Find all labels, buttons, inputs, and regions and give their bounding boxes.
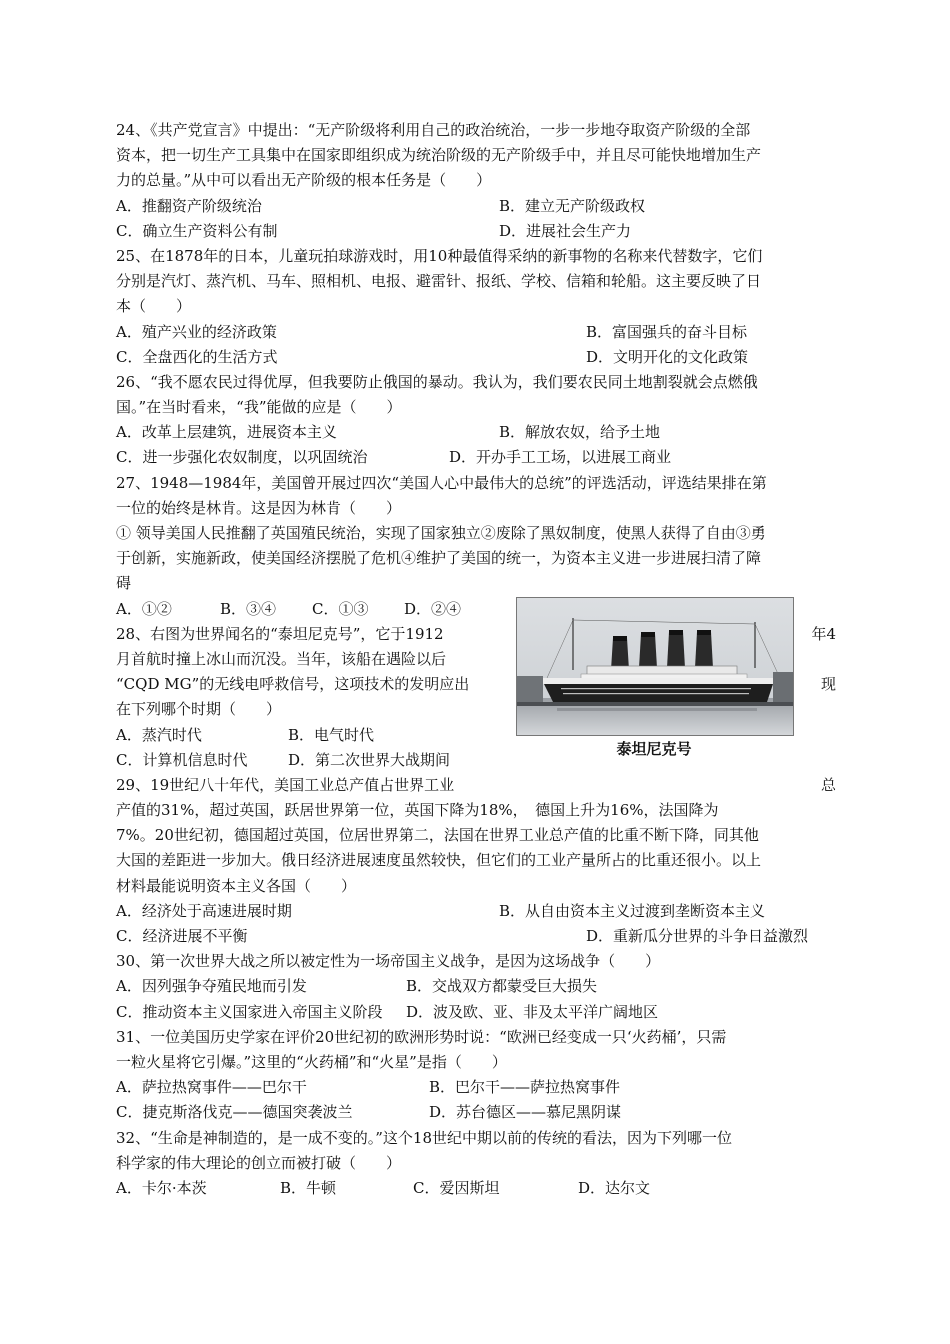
- q27-statements-line-1: ① 领导美国人民推翻了英国殖民统治，实现了国家独立②废除了黑奴制度，使黑人获得了自由③勇: [116, 524, 766, 542]
- titanic-photo: [516, 597, 794, 736]
- q29-stem-line-1: [116, 773, 836, 798]
- q24-option-b: B．建立无产阶级政权: [499, 196, 646, 215]
- q31-options-row-2: [116, 1100, 836, 1125]
- q25-option-b: B．富国强兵的奋斗目标: [586, 322, 748, 341]
- q25-options-row-2: [116, 345, 836, 370]
- q25-stem-line-2: 分别是汽灯、蒸汽机、马车、照相机、电报、避雷针、报纸、学校、信箱和轮船。这主要反映了日: [116, 272, 762, 291]
- q28-stem-line-4: 在下列哪个时期（ ）: [116, 700, 282, 719]
- q30-option-b: B．交战双方都蒙受巨大损失: [406, 977, 598, 996]
- q27-statements-line-3: 碍: [116, 574, 132, 593]
- q29-options-row-1: [116, 899, 836, 924]
- q27-option-a: A．①②: [116, 599, 172, 618]
- q24-stem-line-1: 24、《共产党宣言》中提出：“无产阶级将利用自己的政治统治，一步一步地夺取资产阶级的全部: [116, 121, 751, 139]
- q28-option-c: C．计算机信息时代: [116, 750, 248, 769]
- q29-stem-line-5: 材料最能说明资本主义各国（ ）: [116, 876, 357, 895]
- q25-option-c: C．全盘西化的生活方式: [116, 347, 278, 366]
- q24-option-c: C．确立生产资料公有制: [116, 221, 278, 240]
- q28-option-d: D．第二次世界大战期间: [288, 750, 451, 769]
- q28-option-a: A．蒸汽时代: [116, 725, 202, 744]
- q31-stem-line-1: 31、一位美国历史学家在评价20世纪初的欧洲形势时说：“欧洲已经变成一只‘火药桶’，只需: [116, 1027, 727, 1046]
- q25-options-row-1: [116, 320, 836, 345]
- q29-option-b: B．从自由资本主义过渡到垄断资本主义: [499, 901, 766, 920]
- q29-options-row-2: [116, 924, 836, 949]
- q26-options-row-1: [116, 420, 836, 445]
- titanic-ship-illustration: [517, 598, 793, 735]
- q24-option-d: D．进展社会生产力: [499, 221, 632, 240]
- q25-stem-line-1: 25、在1878年的日本，儿童玩拍球游戏时，用10种最值得采纳的新事物的名称来代替数字，它们: [116, 246, 763, 265]
- q26-stem-line-2: 国。”在当时看来，“我”能做的应是（ ）: [116, 398, 402, 417]
- q29-stem-line-1-right: 总: [820, 775, 836, 794]
- q31-option-d: D．苏台德区——慕尼黑阴谋: [429, 1103, 622, 1122]
- q30-options-row-1: [116, 974, 836, 999]
- q32-option-c: C．爱因斯坦: [413, 1178, 500, 1197]
- q27-stem-line-2: 一位的始终是林肯。这是因为林肯（ ）: [116, 498, 402, 517]
- q25-option-a: A．殖产兴业的经济政策: [116, 322, 277, 341]
- q24-options-row-2: [116, 219, 836, 244]
- q29-stem-line-2: 产值的31%，超过英国，跃居世界第一位，英国下降为18%， 德国上升为16%，法国降为: [116, 801, 719, 820]
- q29-option-c: C．经济进展不平衡: [116, 927, 248, 945]
- q28-stem-line-1-left: 28、右图为世界闻名的“泰坦尼克号”，它于1912: [116, 624, 444, 643]
- q24-option-a: A．推翻资产阶级统治: [116, 196, 262, 215]
- q29-option-a: A．经济处于高速进展时期: [116, 901, 292, 920]
- q28-stem-line-3-right: 现: [820, 675, 836, 694]
- q26-stem-line-1: 26、“我不愿农民过得优厚，但我要防止俄国的暴动。我认为，我们要农民同土地割裂就会点燃俄: [116, 372, 758, 391]
- q26-option-a: A．改革上层建筑，进展资本主义: [116, 423, 337, 442]
- q32-stem-line-2: 科学家的伟大理论的创立而被打破（ ）: [116, 1153, 402, 1172]
- q28-stem-line-1-right: 年4: [811, 624, 836, 643]
- q31-option-a: A．萨拉热窝事件——巴尔干: [116, 1078, 307, 1097]
- q25-option-d: D．文明开化的文化政策: [586, 347, 749, 366]
- q31-option-c: C．捷克斯洛伐克——德国突袭波兰: [116, 1103, 353, 1122]
- q24-options-row-1: [116, 194, 836, 219]
- q30-option-a: A．因列强争夺殖民地而引发: [116, 977, 307, 996]
- q28-option-b: B．电气时代: [288, 725, 375, 744]
- q24-stem-line-3: 力的总量。”从中可以看出无产阶级的根本任务是（ ）: [116, 171, 492, 190]
- q32-option-a: A．卡尔·本茨: [116, 1178, 207, 1197]
- q26-option-b: B．解放农奴，给予土地: [499, 423, 661, 442]
- q26-options-row-2: [116, 445, 836, 470]
- q32-options-row: [116, 1176, 836, 1201]
- q26-option-d: D．开办手工工场，以进展工商业: [449, 448, 672, 467]
- q31-stem-line-2: 一粒火星将它引爆。”这里的“火药桶”和“火星”是指（ ）: [116, 1052, 507, 1071]
- q30-option-d: D．波及欧、亚、非及太平洋广阔地区: [406, 1002, 659, 1021]
- q30-stem-line-1: 30、第一次世界大战之所以被定性为一场帝国主义战争，是因为这场战争（ ）: [116, 952, 661, 971]
- q31-options-row-1: [116, 1075, 836, 1100]
- q27-option-c: C．①③: [312, 599, 369, 618]
- q27-option-b: B．③④: [220, 599, 277, 618]
- q30-options-row-2: [116, 1000, 836, 1025]
- q27-statements-line-2: 于创新，实施新政，使美国经济摆脱了危机④维护了美国的统一，为资本主义进一步进展扫清了障: [116, 549, 762, 568]
- q24-stem-line-2: 资本，把一切生产工具集中在国家即组织成为统治阶级的无产阶级手中，并且尽可能快地增加生产: [116, 146, 762, 165]
- q28-stem-line-2: 月首航时撞上冰山而沉没。当年，该船在遇险以后: [116, 649, 447, 668]
- q29-stem-line-1-left: 29、19世纪八十年代，美国工业总产值占世界工业: [116, 775, 455, 794]
- q27-stem-line-1: 27、1948—1984年，美国曾开展过四次“美国人心中最伟大的总统”的评选活动，评选结果排在第: [116, 473, 767, 492]
- q28-stem-line-3-left: “CQD MG”的无线电呼救信号，这项技术的发明应出: [116, 675, 470, 694]
- q26-option-c: C．进一步强化农奴制度，以巩固统治: [116, 448, 368, 467]
- q32-option-b: B．牛顿: [280, 1178, 337, 1197]
- q29-option-d: D．重新瓜分世界的斗争日益激烈: [586, 927, 809, 945]
- q25-stem-line-3: 本（ ）: [116, 297, 192, 316]
- q30-option-c: C．推动资本主义国家进入帝国主义阶段: [116, 1002, 383, 1021]
- q29-stem-line-3: 7%。20世纪初，德国超过英国，位居世界第二，法国在世界工业总产值的比重不断下降，同其他: [116, 826, 759, 845]
- photo-caption: 泰坦尼克号: [616, 740, 692, 758]
- q27-option-d: D．②④: [404, 599, 462, 618]
- q29-stem-line-4: 大国的差距进一步加大。俄日经济进展速度虽然较快，但它们的工业产量所占的比重还很小。以上: [116, 851, 762, 870]
- q31-option-b: B．巴尔干——萨拉热窝事件: [429, 1078, 621, 1097]
- q32-option-d: D．达尔文: [578, 1178, 651, 1197]
- q32-stem-line-1: 32、“生命是神制造的，是一成不变的。”这个18世纪中期以前的传统的看法，因为下列哪一位: [116, 1128, 733, 1147]
